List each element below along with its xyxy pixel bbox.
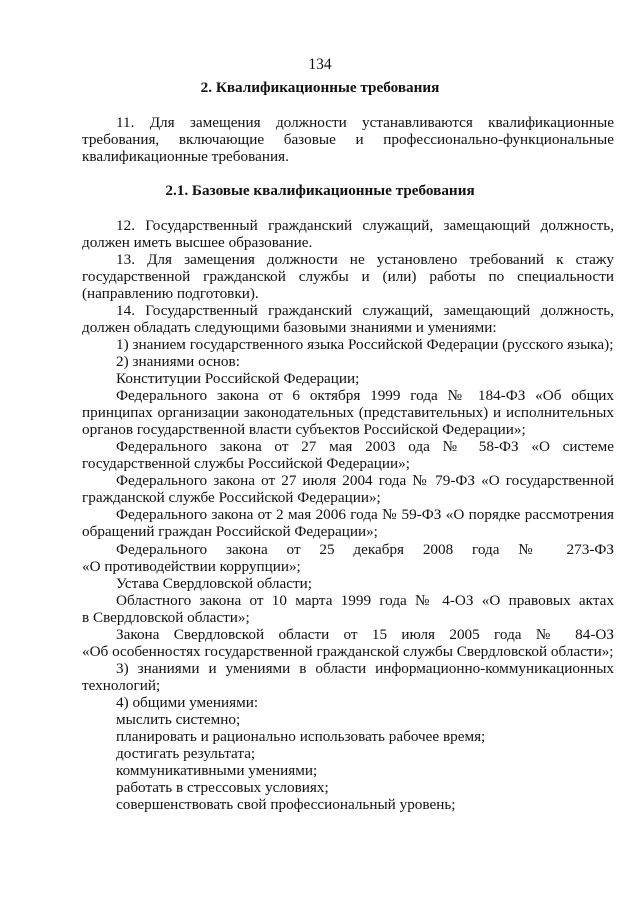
paragraph-line: Устава Свердловской области; [116,575,312,592]
paragraph-line: обращений граждан Российской Федерации»; [82,523,378,540]
subsection-heading: 2.1. Базовые квалификационные требования [165,182,475,199]
paragraph-line: гражданской службе Российской Федерации»; [82,489,381,506]
paragraph-line: «О противодействии коррупции»; [82,558,301,575]
paragraph-line: технологий; [82,677,161,694]
list-item: достигать результата; [116,745,256,762]
paragraph-line: Закона Свердловской области от 15 июля 2005 года № 84-ОЗ [116,626,614,643]
list-item: 4) общими умениями: [116,694,259,711]
list-item: мыслить системно; [116,711,241,728]
paragraph-line: органов государственной власти субъектов Российской Федерации»; [82,421,526,438]
paragraph-line: должен иметь высшее образование. [82,234,313,251]
paragraph-line: Федерального закона от 27 мая 2003 ода № 58-ФЗ «О системе [116,438,614,455]
paragraph-line: государственной службы Российской Федерации»; [82,455,410,472]
paragraph-line: 13. Для замещения должности не установлено требований к стажу [116,251,614,268]
paragraph-line: квалификационные требования. [82,148,289,165]
paragraph-line: Областного закона от 10 марта 1999 года № 4-ОЗ «О правовых актах [116,592,614,609]
list-item: 2) знаниями основ: [116,353,240,370]
paragraph-line: должен обладать следующими базовыми знаниями и умениями: [82,319,497,336]
paragraph-line: государственной гражданской службы и (или) работы по специальности [82,268,614,285]
paragraph-line: (направлению подготовки). [82,285,259,302]
list-item: 3) знаниями и умениями в области информационно-коммуникационных [116,660,614,677]
paragraph-line: Федерального закона от 27 июля 2004 года № 79-ФЗ «О государственной [116,472,614,489]
paragraph-line: Федерального закона от 6 октября 1999 года № 184-ФЗ «Об общих [116,387,614,404]
list-item: работать в стрессовых условиях; [116,779,329,796]
list-item: совершенствовать свой профессиональный уровень; [116,796,456,813]
paragraph-line: в Свердловской области»; [82,609,250,626]
list-item: коммуникативными умениями; [116,762,318,779]
paragraph-line: принципах организации законодательных (представительных) и исполнительных [82,404,614,421]
list-item: планировать и рационально использовать рабочее время; [116,728,486,745]
page-number: 134 [308,56,332,73]
paragraph-line: Федерального закона от 25 декабря 2008 года № 273-ФЗ [116,541,614,558]
list-item: 1) знанием государственного языка Российской Федерации (русского языка); [116,336,614,353]
section-heading: 2. Квалификационные требования [200,79,440,96]
paragraph-line: «Об особенностях государственной гражданской службы Свердловской области»; [82,643,614,660]
paragraph-line: 11. Для замещения должности устанавливаются квалификационные [116,114,614,131]
paragraph-line: требования, включающие базовые и профессионально-функциональные [82,131,614,148]
paragraph-line: 14. Государственный гражданский служащий, замещающий должность, [116,302,614,319]
list-item: Конституции Российской Федерации; [116,370,360,387]
paragraph-line: Федерального закона от 2 мая 2006 года № 59-ФЗ «О порядке рассмотрения [116,506,614,523]
paragraph-line: 12. Государственный гражданский служащий, замещающий должность, [116,217,614,234]
